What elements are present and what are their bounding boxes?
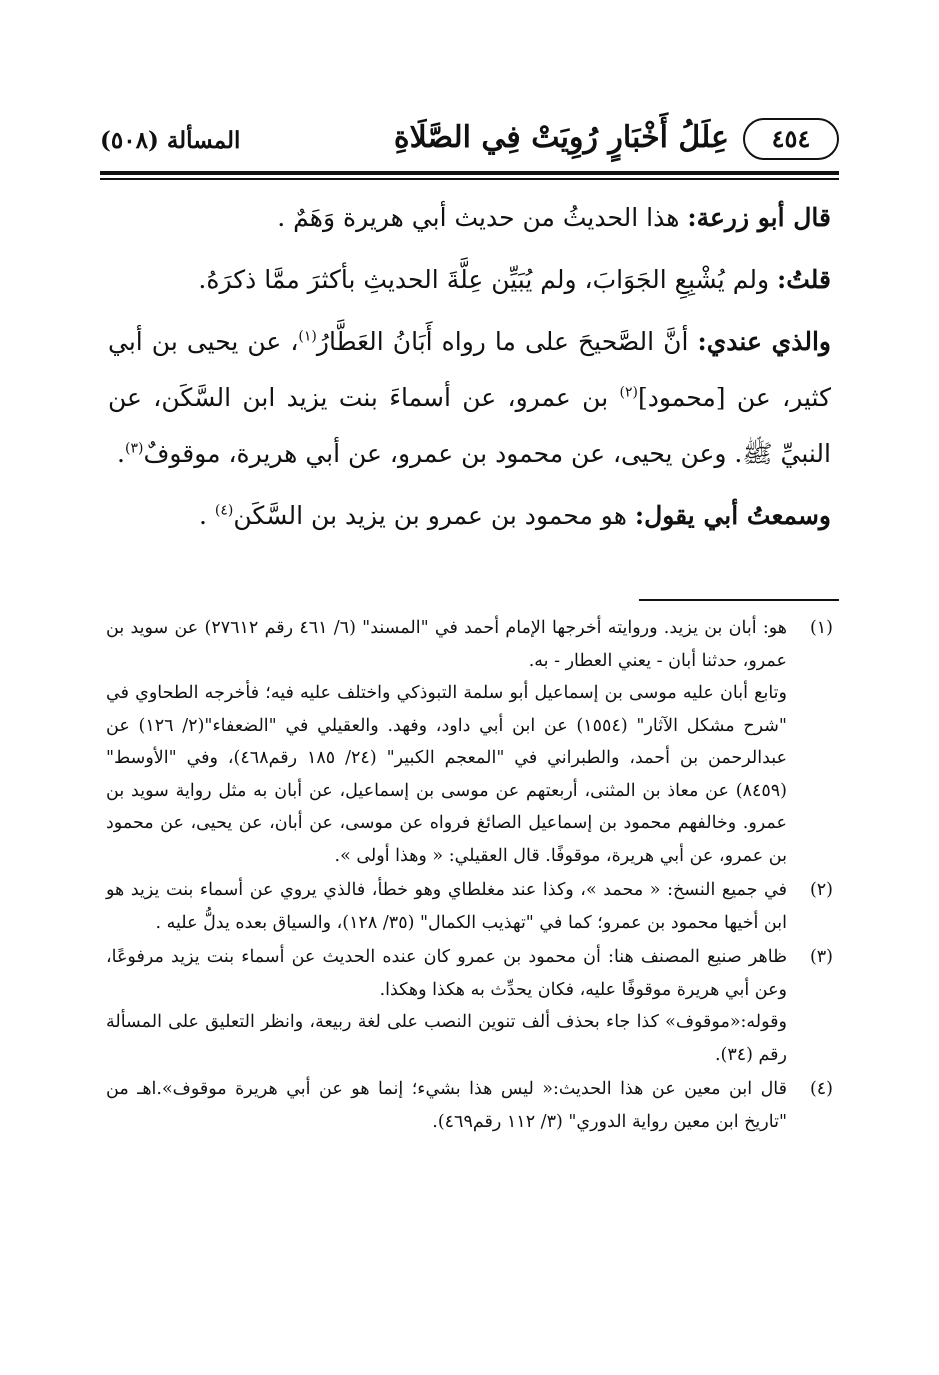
footnote-text: وتابع أبان عليه موسى بن إسماعيل أبو سلمة التبوذكي واختلف عليه فيه؛ فأخرجه الطحاوي في "شرح مشكل الآثار" (١٥٥٤) عن ابن أبي داود، وفهد. والعقيلي في "الضعفاء"(٢/ ١٢٦) عن عبدالرحمن بن أحمد، والطبراني في "المعجم الكبير" (٢٤/ ١٨٥ رقم٤٦٨)، وفي "الأوسط" (٨٤٥٩) عن معاذ بن المثنى، أربعتهم عن موسى بن إسماعيل، عن أبان به مثل رواية سويد بن عمرو. وخالفهم محمود بن إسماعيل الصائغ فرواه عن موسى، عن أبان، عن يحيى، عن محمود بن عمرو، عن أبي هريرة، موقوفًا. قال العقيلي: « وهذا أولى ».: [106, 683, 788, 866]
paragraph-text: هذا الحديثُ من حديث أبي هريرة وَهَمٌ .: [277, 203, 680, 232]
speaker-lead: قال أبو زرعة:: [687, 203, 831, 232]
paragraph-text: بن عمرو، عن أسماءَ بنت يزيد ابن السَّكَن، عن النبيِّ ﷺ. وعن يحيى، عن محمود بن عمرو، عن أبي هريرة، موقوفٌ: [108, 383, 831, 468]
footnote-item: [106, 612, 833, 872]
footnote-number: (١): [809, 618, 833, 638]
footnote-text: ظاهر صنيع المصنف هنا: أن محمود بن عمرو كان عنده الحديث عن أسماء بنت يزيد مرفوعًا، وعن أبي هريرة موقوفًا عليه، فكان يحدِّث به هكذا وهكذا.: [106, 947, 787, 1000]
issue-label: المسألة (٥٠٨): [100, 127, 241, 154]
page-number-badge: ٤٥٤: [743, 118, 839, 160]
speaker-lead: والذي عندي:: [697, 327, 831, 356]
paragraph-text: .: [199, 501, 215, 530]
footnote-ref: (٣): [124, 440, 144, 457]
footnote-item: [106, 874, 833, 939]
footnote-text: هو: أبان بن يزيد. وروايته أخرجها الإمام أحمد في "المسند" (٦/ ٤٦١ رقم ٢٧٦١٢) عن سويد بن عمرو، حدثنا أبان - يعني العطار - به.: [106, 618, 788, 671]
header-rule-thin: [100, 178, 839, 180]
paragraph-opinion: [108, 314, 831, 482]
speaker-lead: قلتُ:: [776, 265, 831, 294]
paragraph-text: ولم يُشْبِعِ الجَوَابَ، ولم يُبَيِّن عِلَّةَ الحديثِ بأكثرَ ممَّا ذكرَهُ.: [198, 265, 770, 294]
paragraph-text: ، عن يحيى بن أبي كثير، عن [محمود]: [108, 327, 831, 412]
paragraph-text: أنَّ الصَّحيحَ على ما رواه أَبَانُ العَطَّارُ: [316, 327, 689, 356]
footnote-number: (٤): [809, 1079, 833, 1099]
footnote-item: [106, 941, 833, 1071]
footnote-separator: [639, 599, 839, 601]
footnote-ref: (٢): [619, 384, 638, 401]
book-title: عِلَلُ أَخْبَارٍ رُوِيَتْ فِي الصَّلَاةِ: [393, 120, 729, 155]
header-rule-thick: [100, 171, 839, 175]
paragraph-abu-zurah: [108, 190, 831, 246]
paragraph-text: .: [117, 439, 125, 468]
main-text: [108, 190, 831, 550]
footnote-item: [106, 1073, 833, 1138]
footnote-text: قال ابن معين عن هذا الحديث:« ليس هذا بشيء؛ إنما هو عن أبي هريرة موقوف».اهـ من "تاريخ ابن معين رواية الدوري" (٣/ ١١٢ رقم٤٦٩).: [106, 1079, 787, 1132]
footnote-text: في جميع النسخ: « محمد »، وكذا عند مغلطاي وهو خطأ، فالذي يروي عن أسماء بنت يزيد هو ابن أخيها محمود بن عمرو؛ كما في "تهذيب الكمال" (٣٥/ ١٢٨)، والسياق بعده يدلُّ عليه .: [106, 880, 787, 933]
footnote-ref: (٤): [214, 502, 234, 519]
footnote-ref: (١): [298, 328, 317, 345]
paragraph-qultu: [108, 252, 831, 308]
footnotes: [106, 612, 833, 1140]
paragraph-text: هو محمود بن عمرو بن يزيد بن السَّكَن: [233, 501, 627, 530]
speaker-lead: وسمعتُ أبي يقول:: [634, 501, 831, 530]
paragraph-father: [108, 488, 831, 544]
footnote-number: (٢): [809, 880, 833, 900]
page-header: [100, 112, 839, 168]
footnote-number: (٣): [809, 947, 833, 967]
footnote-text: وقوله:«موقوف» كذا جاء بحذف ألف تنوين النصب على لغة ربيعة، وانظر التعليق على المسألة رقم (٣٤).: [106, 1012, 787, 1065]
